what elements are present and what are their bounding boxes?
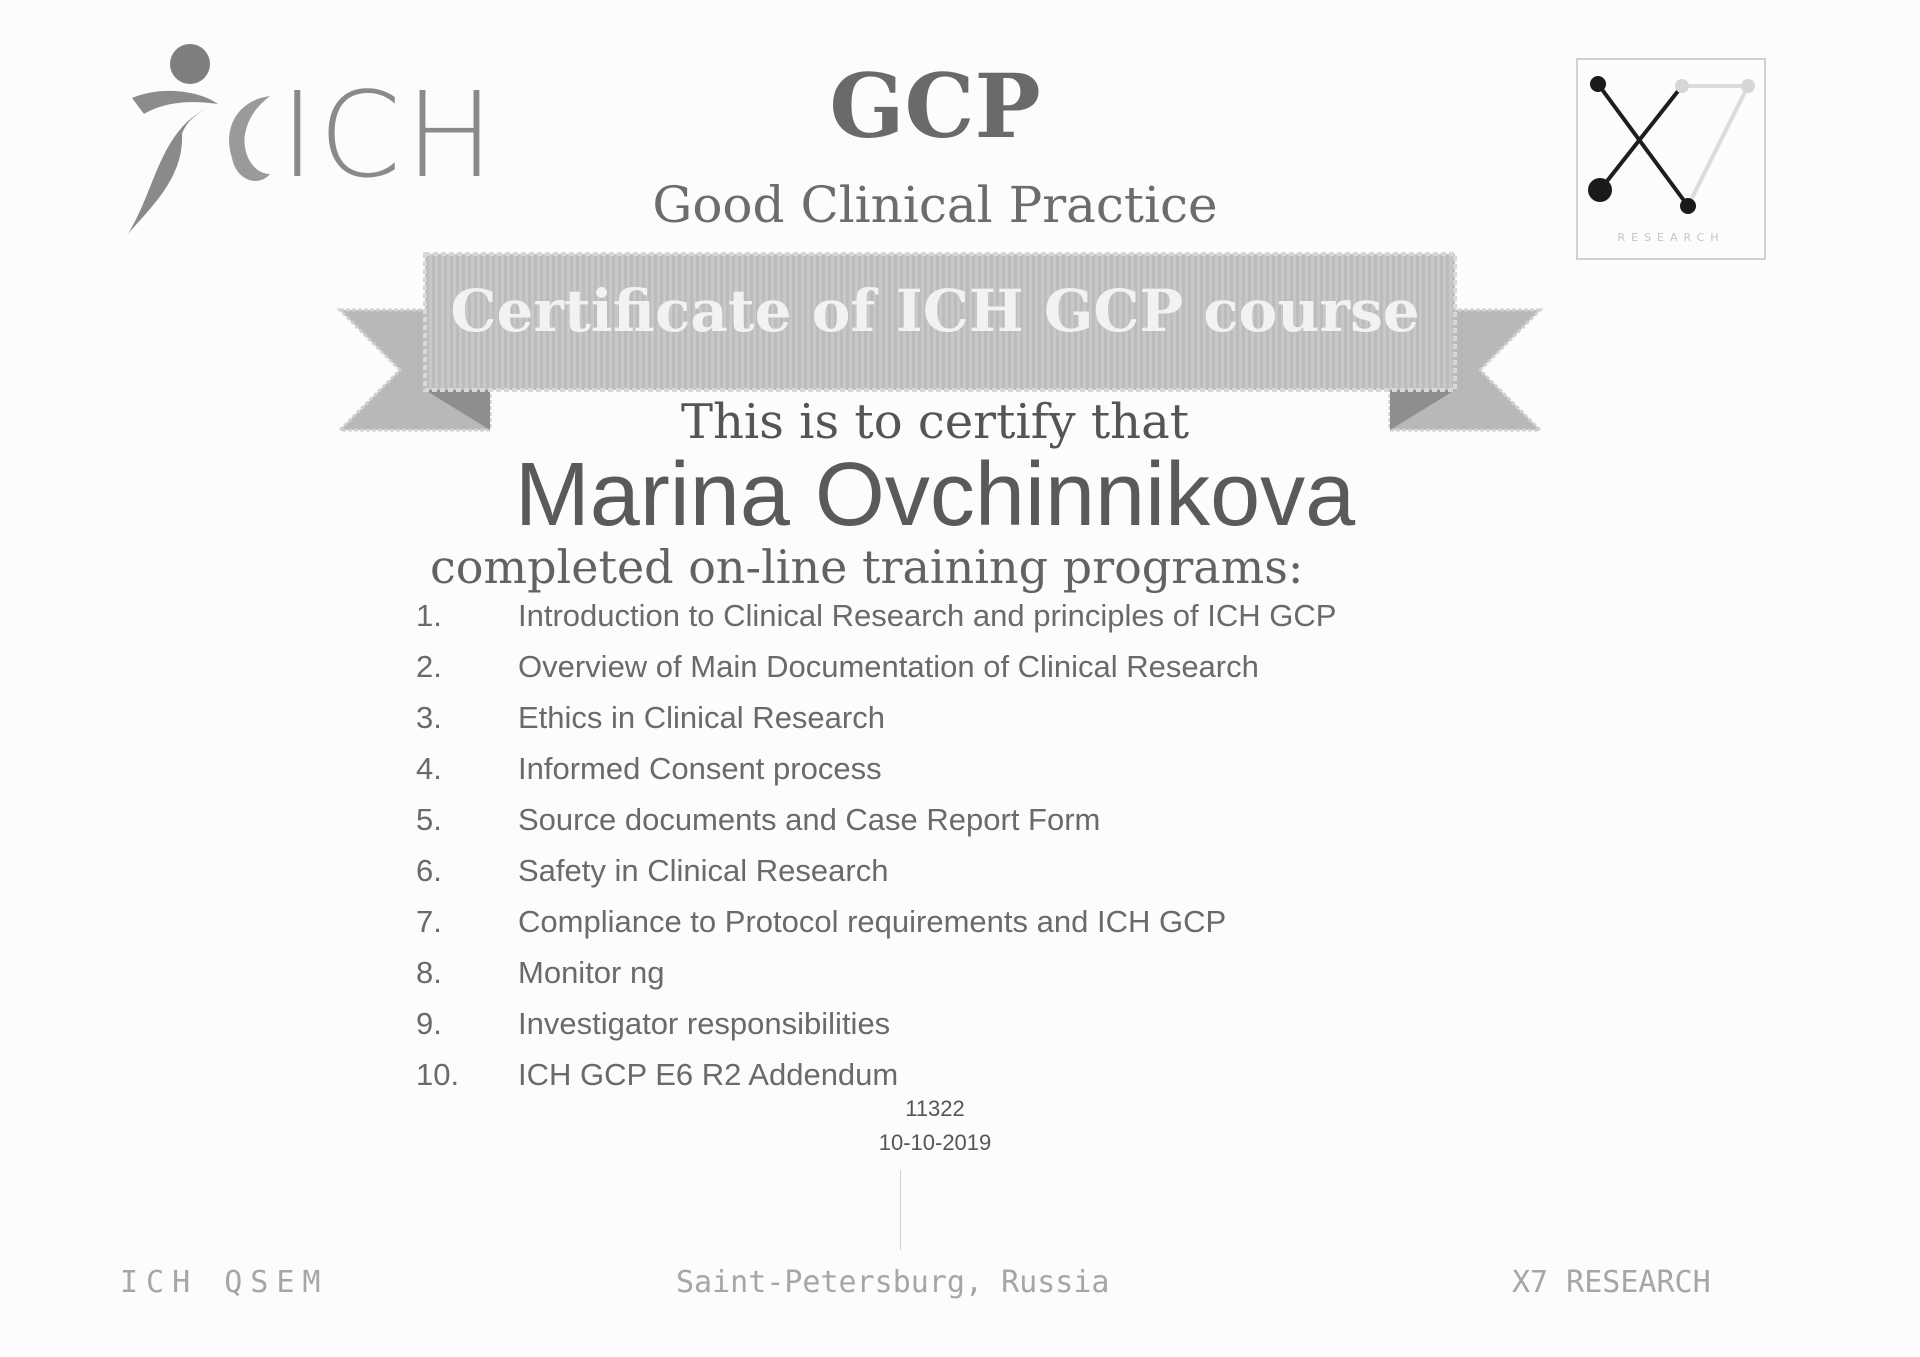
completed-line: completed on-line training programs: bbox=[430, 540, 1304, 594]
list-item-number: 4. bbox=[416, 751, 442, 786]
list-item-text: Introduction to Clinical Research and principles of ICH GCP bbox=[518, 598, 1337, 633]
list-item-text: Source documents and Case Report Form bbox=[518, 802, 1101, 837]
list-item-text: Compliance to Protocol requirements and ICH GCP bbox=[518, 904, 1227, 939]
gcp-title: GCP bbox=[829, 54, 1041, 158]
x7-logo-caption: RESEARCH bbox=[1617, 231, 1725, 244]
list-item bbox=[416, 596, 1516, 647]
list-item-number: 3. bbox=[416, 700, 442, 735]
x7-research-logo-icon bbox=[1578, 60, 1764, 258]
certify-line: This is to certify that bbox=[681, 394, 1189, 450]
list-item bbox=[416, 851, 1516, 902]
list-item bbox=[416, 800, 1516, 851]
list-item-text: Informed Consent process bbox=[518, 751, 882, 786]
gcp-subtitle: Good Clinical Practice bbox=[652, 176, 1218, 234]
list-item-text: ICH GCP E6 R2 Addendum bbox=[518, 1057, 899, 1092]
list-item bbox=[416, 749, 1516, 800]
certificate-date: 10-10-2019 bbox=[878, 1130, 992, 1155]
recipient-name: Marina Ovchinnikova bbox=[514, 445, 1356, 545]
list-item-number: 10. bbox=[416, 1057, 460, 1092]
list-item-text: Safety in Clinical Research bbox=[518, 853, 889, 888]
list-item-number: 5. bbox=[416, 802, 442, 837]
list-item-number: 1. bbox=[416, 598, 442, 633]
x7-research-logo bbox=[1576, 58, 1766, 260]
list-item bbox=[416, 647, 1516, 698]
program-list bbox=[416, 596, 1516, 1106]
list-item-number: 9. bbox=[416, 1006, 442, 1041]
list-item-text: Investigator responsibilities bbox=[518, 1006, 891, 1041]
list-item-text: Ethics in Clinical Research bbox=[518, 700, 885, 735]
list-item-text: Monitor ng bbox=[518, 955, 665, 990]
list-item-number: 7. bbox=[416, 904, 442, 939]
list-item-text: Overview of Main Documentation of Clinical Research bbox=[518, 649, 1259, 684]
ich-logo-text: ICH bbox=[280, 66, 498, 204]
ribbon-title: Certificate of ICH GCP course bbox=[450, 277, 1420, 345]
list-item-number: 2. bbox=[416, 649, 442, 684]
list-item-number: 6. bbox=[416, 853, 442, 888]
certificate-number: 11322 bbox=[905, 1096, 965, 1121]
list-item bbox=[416, 953, 1516, 1004]
list-item-number: 8. bbox=[416, 955, 442, 990]
footer-right: X7 RESEARCH bbox=[1512, 1265, 1711, 1300]
list-item bbox=[416, 1004, 1516, 1055]
scan-fold-line bbox=[900, 1170, 901, 1250]
list-item bbox=[416, 698, 1516, 749]
footer-location: Saint-Petersburg, Russia bbox=[676, 1265, 1110, 1300]
footer-left: ICH QSEM bbox=[120, 1265, 329, 1300]
list-item bbox=[416, 902, 1516, 953]
